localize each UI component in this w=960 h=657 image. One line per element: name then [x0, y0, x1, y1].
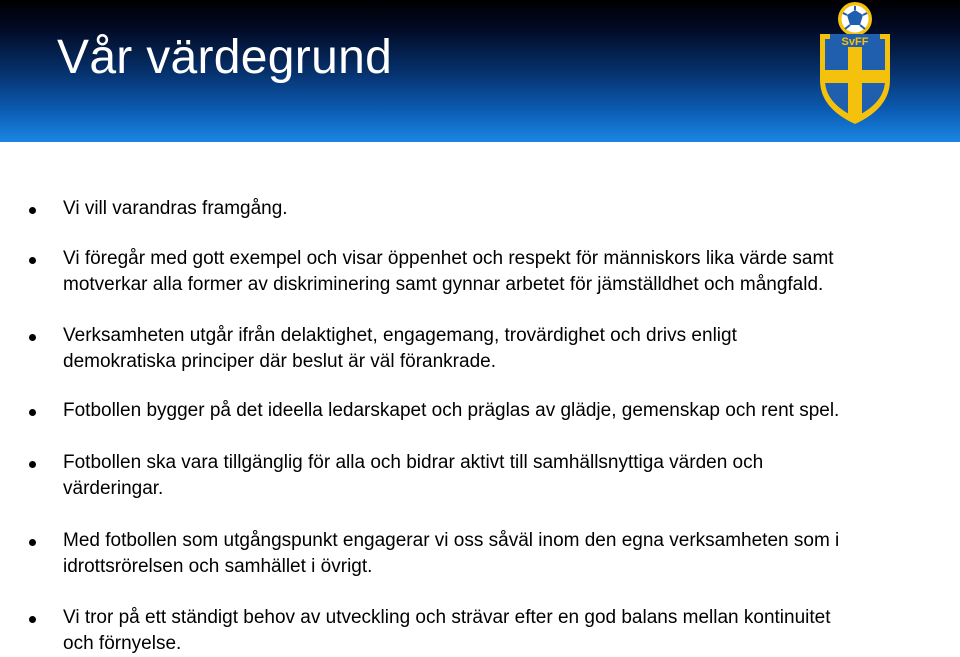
bullet-text: [63, 323, 948, 375]
bullet-line: demokratiska principer där beslut är väl förankrade.: [63, 351, 496, 372]
bullet-icon: [29, 461, 36, 468]
bullet-icon: [29, 334, 36, 341]
bullet-text: [63, 450, 948, 502]
bullet-text: [63, 196, 948, 222]
bullet-text: [63, 398, 948, 424]
bullet-text: [63, 528, 948, 580]
bullet-line: motverkar alla former av diskriminering samt gynnar arbetet för jämställdhet och mångfald.: [63, 274, 824, 295]
bullet-icon: [29, 409, 36, 416]
bullet-line: Fotbollen bygger på det ideella ledarskapet och präglas av glädje, gemenskap och rent spel.: [63, 400, 840, 421]
bullet-line: och förnyelse.: [63, 633, 182, 654]
bullet-line: Vi föregår med gott exempel och visar öppenhet och respekt för människors lika värde samt: [63, 248, 834, 269]
bullet-icon: [29, 257, 36, 264]
bullet-text: [63, 605, 948, 657]
bullet-icon: [29, 616, 36, 623]
bullet-icon: [29, 207, 36, 214]
bullet-line: Vi vill varandras framgång.: [63, 198, 288, 219]
bullet-line: Vi tror på ett ständigt behov av utveckling och strävar efter en god balans mellan kontinuitet: [63, 607, 831, 628]
bullet-text: [63, 246, 948, 298]
bullet-line: värderingar.: [63, 478, 164, 499]
slide-title: Vår värdegrund: [57, 31, 393, 84]
bullet-line: Verksamheten utgår ifrån delaktighet, engagemang, trovärdighet och drivs enligt: [63, 325, 737, 346]
bullet-line: Med fotbollen som utgångspunkt engagerar vi oss såväl inom den egna verksamheten som i: [63, 530, 840, 551]
crest-text: SvFF: [841, 36, 869, 48]
bullet-icon: [29, 539, 36, 546]
bullet-line: Fotbollen ska vara tillgänglig för alla och bidrar aktivt till samhällsnyttiga värden och: [63, 452, 764, 473]
bullet-line: idrottsrörelsen och samhället i övrigt.: [63, 556, 373, 577]
